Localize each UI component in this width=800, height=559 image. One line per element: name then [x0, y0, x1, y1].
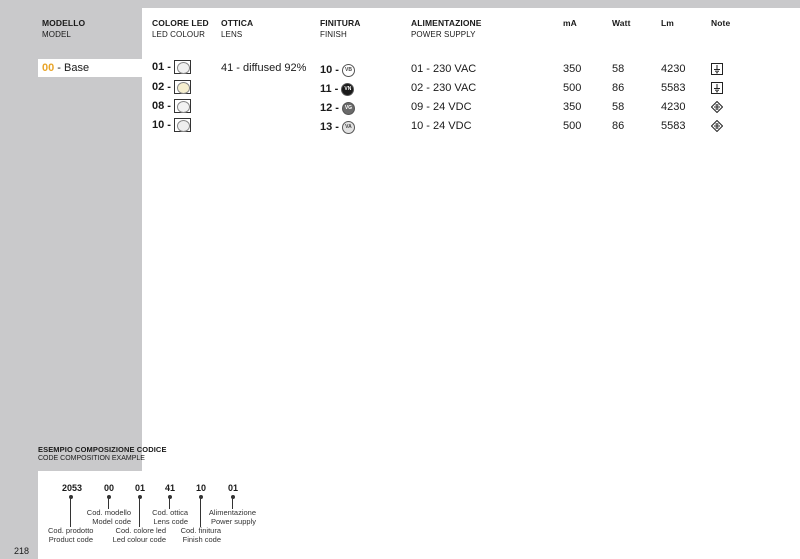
- led-colour-item: [152, 99, 191, 118]
- led-colour-item: [152, 60, 191, 80]
- power-label: 02 - 230 VAC: [411, 82, 477, 94]
- led-colour-item: [152, 80, 191, 99]
- led-colour-code: 01 -: [152, 61, 171, 73]
- power-label: 09 - 24 VDC: [411, 101, 472, 113]
- header-lens-it: OTTICA: [221, 18, 254, 28]
- finish-list: [320, 63, 355, 139]
- power-lm: 4230: [661, 63, 686, 75]
- code-part-led: 01: [135, 483, 146, 493]
- model-name: Base: [64, 62, 90, 74]
- led-swatch-icon: [174, 99, 191, 113]
- power-label: 10 - 24 VDC: [411, 120, 472, 132]
- power-watt: 58: [612, 63, 625, 75]
- dimmable-icon: [711, 101, 723, 113]
- power-ma: 500: [563, 82, 582, 94]
- header-lens: [221, 18, 253, 40]
- power-lm: 5583: [661, 82, 686, 94]
- power-ma: 350: [563, 63, 582, 75]
- code-marker-line: [70, 497, 71, 527]
- power-row: [411, 100, 741, 119]
- code-label-finish: Cod. finitura Finish code: [180, 526, 221, 544]
- code-part-lens: 41: [165, 483, 176, 493]
- code-label-model: Cod. modello Model code: [86, 508, 131, 526]
- header-power-en: POWER SUPPLY: [411, 30, 476, 39]
- power-ma: 500: [563, 120, 582, 132]
- header-finish-en: FINISH: [320, 30, 347, 39]
- code-example-title-en: CODE COMPOSITION EXAMPLE: [38, 455, 145, 462]
- power-row: [411, 62, 741, 81]
- finish-item: 13 - VA: [320, 120, 355, 139]
- power-table: [411, 62, 741, 138]
- page-number: 218: [14, 546, 30, 556]
- header-model-en: MODEL: [42, 30, 71, 39]
- header-lens-en: LENS: [221, 30, 243, 39]
- code-example-title: [38, 445, 167, 463]
- code-label-power: Alimentazione Power supply: [208, 508, 256, 526]
- power-watt: 86: [612, 120, 625, 132]
- model-row: [38, 59, 142, 77]
- ground-icon: [711, 82, 723, 94]
- model-separator: -: [54, 62, 65, 74]
- header-model-it: MODELLO: [42, 18, 86, 28]
- code-label-lens: Cod. ottica Lens code: [152, 508, 188, 526]
- finish-item: 12 - VG: [320, 101, 355, 120]
- led-colour-item: [152, 118, 191, 137]
- code-example-title-it: ESEMPIO COMPOSIZIONE CODICE: [38, 445, 167, 454]
- dimmable-icon: [711, 120, 723, 132]
- code-part-finish: 10: [196, 483, 207, 493]
- power-row: [411, 119, 741, 138]
- finish-item: 10 - VB: [320, 63, 355, 82]
- code-marker-line: [139, 497, 140, 527]
- ground-icon: [711, 63, 723, 75]
- led-colour-list: [152, 60, 191, 137]
- led-swatch-icon: [174, 60, 191, 74]
- power-lm: 5583: [661, 120, 686, 132]
- header-finish-it: FINITURA: [320, 18, 361, 28]
- header-power-it: ALIMENTAZIONE: [411, 18, 482, 28]
- led-colour-code: 02 -: [152, 81, 171, 93]
- finish-badge-icon: VG: [342, 102, 355, 115]
- header-note: Note: [711, 18, 731, 28]
- finish-badge-icon: VA: [342, 121, 355, 134]
- code-part-product: 2053: [62, 483, 83, 493]
- led-colour-code: 08 -: [152, 100, 171, 112]
- power-lm: 4230: [661, 101, 686, 113]
- power-label: 01 - 230 VAC: [411, 63, 477, 75]
- finish-item: 11 - VN: [320, 82, 355, 101]
- header-power: [411, 18, 482, 40]
- header-ma: mA: [563, 18, 577, 28]
- code-part-power: 01: [228, 483, 239, 493]
- power-ma: 350: [563, 101, 582, 113]
- header-lm: Lm: [661, 18, 674, 28]
- code-label-led: Cod. colore led Led colour code: [112, 526, 166, 544]
- model-code: 00: [42, 62, 55, 74]
- led-swatch-icon: [174, 80, 191, 94]
- code-part-model: 00: [104, 483, 115, 493]
- lens-value: 41 - diffused 92%: [221, 62, 307, 74]
- power-row: [411, 81, 741, 100]
- finish-badge-icon: VN: [341, 83, 354, 96]
- header-led-colour-it: COLORE LED: [152, 18, 209, 28]
- led-colour-code: 10 -: [152, 119, 171, 131]
- header-led-colour: [152, 18, 209, 40]
- finish-badge-icon: VB: [342, 64, 355, 77]
- power-watt: 86: [612, 82, 625, 94]
- header-led-colour-en: LED COLOUR: [152, 30, 206, 39]
- led-swatch-icon: [174, 118, 191, 132]
- code-label-product: Cod. prodotto Product code: [48, 526, 94, 544]
- power-watt: 58: [612, 101, 625, 113]
- header-model: [42, 18, 85, 40]
- code-marker-line: [200, 497, 201, 527]
- header-watt: Watt: [612, 18, 631, 28]
- header-finish: [320, 18, 360, 40]
